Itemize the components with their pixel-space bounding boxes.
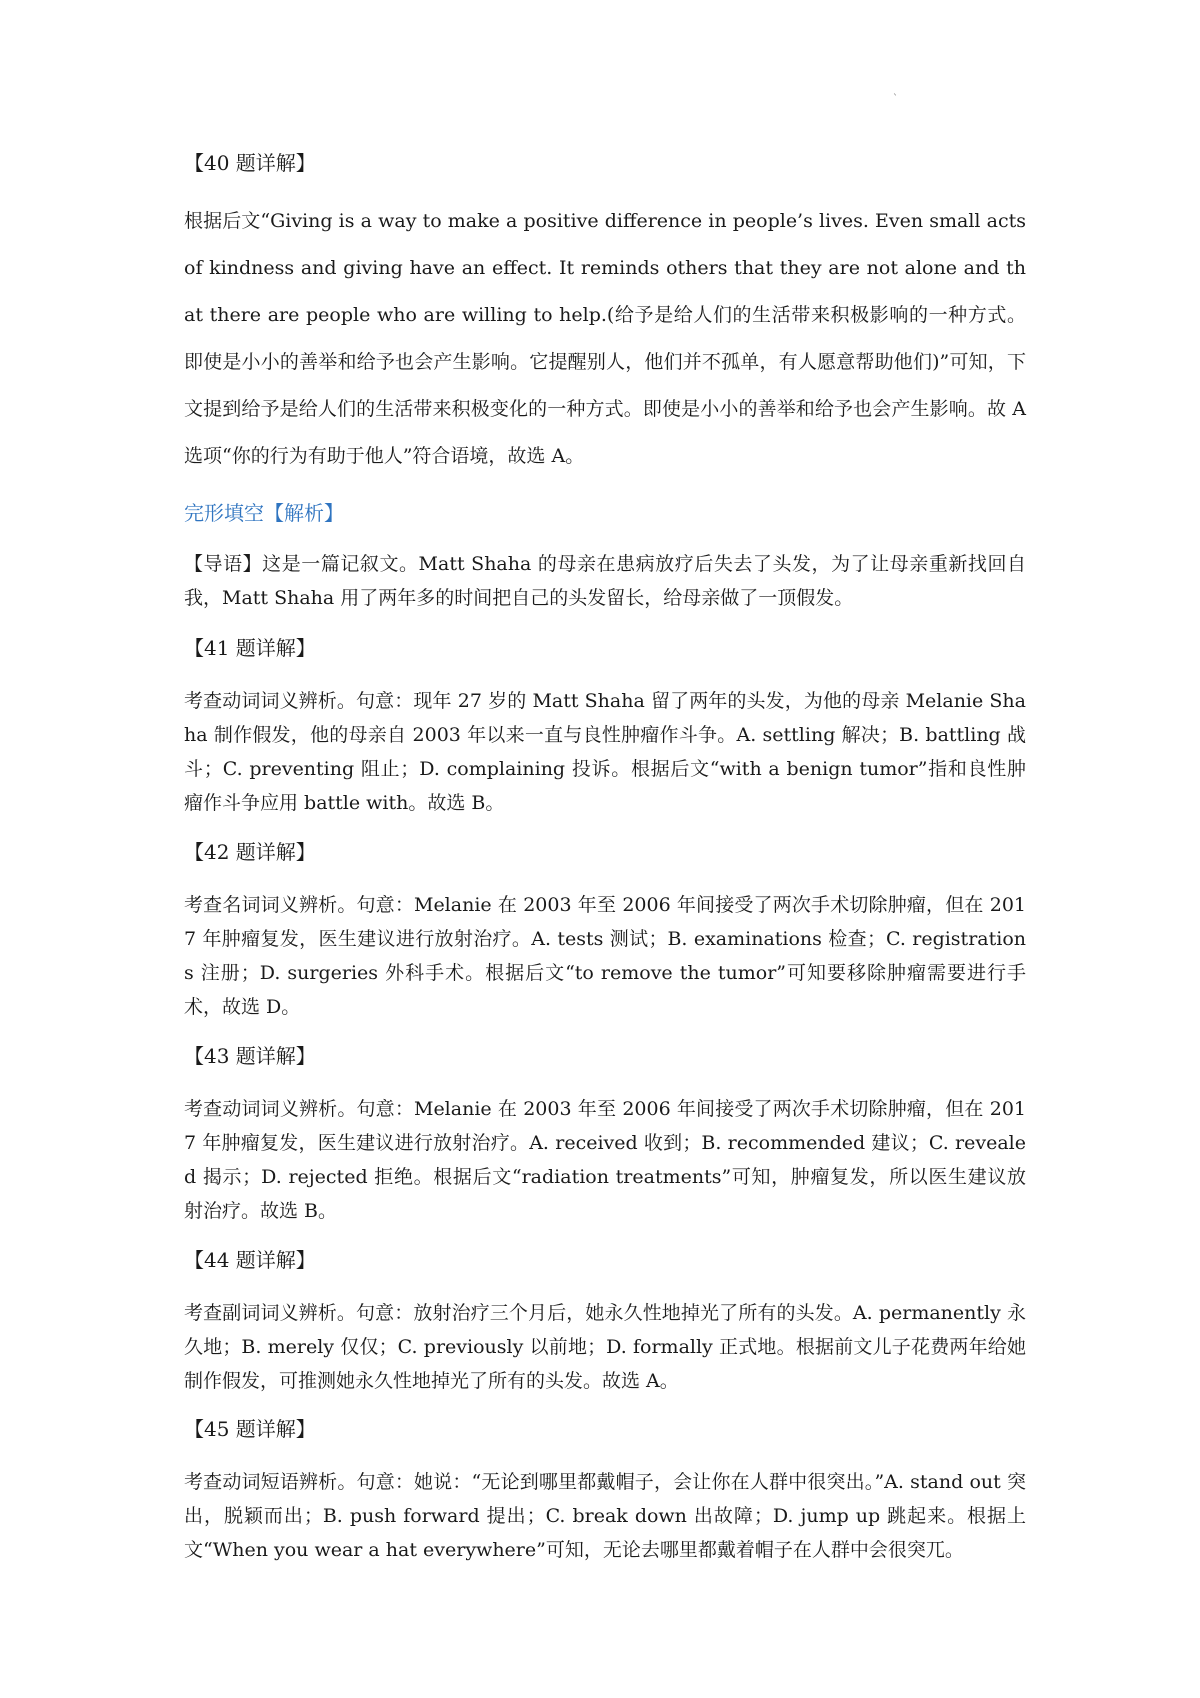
heading-q45: 【45 题详解】: [184, 1417, 316, 1441]
paragraph-q42: 考查名词词义辨析。句意：Melanie 在 2003 年至 2006 年间接受了两次手术切除肿瘤，但在 2017 年肿瘤复发，医生建议进行放射治疗。A. tests 测试；B. examinations 检查；C. registrations 注册；D. surgeries 外科手术。根据后文“to remove the tumor”可知要移除肿瘤需要进行手术，故选 D。: [184, 894, 1026, 1018]
paragraph-q43: 考查动词词义辨析。句意：Melanie 在 2003 年至 2006 年间接受了两次手术切除肿瘤，但在 2017 年肿瘤复发，医生建议进行放射治疗。A. received 收到；B. recommended 建议；C. revealed 揭示；D. rejected 拒绝。根据后文“radiation treatments”可知，肿瘤复发，所以医生建议放射治疗。故选 B。: [184, 1098, 1026, 1222]
paragraph-q45: 考查动词短语辨析。句意：她说：“无论到哪里都戴帽子，会让你在人群中很突出。”A. stand out 突出，脱颖而出；B. push forward 提出；C. break down 出故障；D. jump up 跳起来。根据上文“When you wear a hat everywhere”可知，无论去哪里都戴着帽子在人群中会很突兀。: [184, 1471, 1026, 1561]
heading-q44: 【44 题详解】: [184, 1248, 316, 1272]
heading-q42: 【42 题详解】: [184, 840, 316, 864]
paragraph-q41: 考查动词词义辨析。句意：现年 27 岁的 Matt Shaha 留了两年的头发，为他的母亲 Melanie Shaha 制作假发，他的母亲自 2003 年以来一直与良性肿瘤作斗争。A. settling 解决；B. battling 战斗；C. preventing 阻止；D. complaining 投诉。根据后文“with a benign tumor”指和良性肿瘤作斗争应用 battle with。故选 B。: [184, 690, 1026, 814]
section-title-cloze: 完形填空【解析】: [184, 501, 344, 525]
heading-q43: 【43 题详解】: [184, 1044, 316, 1068]
page-mark: `: [893, 94, 898, 105]
heading-q40: 【40 题详解】: [184, 151, 316, 175]
paragraph-q44: 考查副词词义辨析。句意：放射治疗三个月后，她永久性地掉光了所有的头发。A. permanently 永久地；B. merely 仅仅；C. previously 以前地；D. formally 正式地。根据前文儿子花费两年给她制作假发，可推测她永久性地掉光了所有的头发。故选 A。: [184, 1302, 1026, 1392]
paragraph-q40: 根据后文“Giving is a way to make a positive difference in people’s lives. Even small acts of kindness and giving have an effect. It reminds others that they are not alone and that there are people who are willing to help.(给予是给人们的生活带来积极影响的一种方式。即使是小小的善举和给予也会产生影响。它提醒别人，他们并不孤单，有人愿意帮助他们)”可知，下文提到给予是给人们的生活带来积极变化的一种方式。即使是小小的善举和给予也会产生影响。故 A 选项“你的行为有助于他人”符合语境，故选 A。: [184, 210, 1026, 467]
heading-q41: 【41 题详解】: [184, 636, 316, 660]
paragraph-intro: 【导语】这是一篇记叙文。Matt Shaha 的母亲在患病放疗后失去了头发，为了让母亲重新找回自我，Matt Shaha 用了两年多的时间把自己的头发留长，给母亲做了一顶假发。: [184, 553, 1026, 609]
